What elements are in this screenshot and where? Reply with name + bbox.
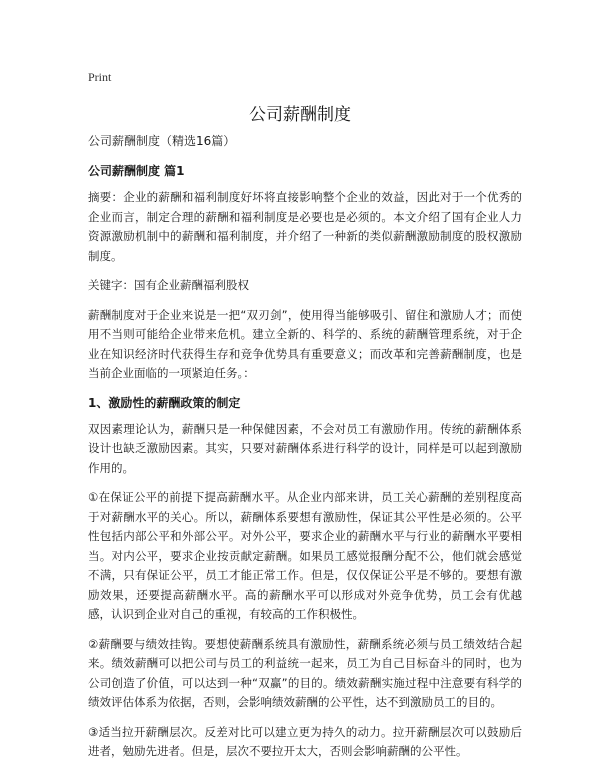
- intro-paragraph: 薪酬制度对于企业来说是一把“双刃剑”，使用得当能够吸引、留住和激励人才；而使用不当则可能给企业带来危机。建立全新的、科学的、系统的薪酬管理系统，对于企业在知识经济时代获得生存和竞争优势具有重要意义；而改革和完善薪酬制度，也是当前企业面临的一项紧迫任务。：: [88, 307, 522, 380]
- keywords-paragraph: 关键字：国有企业薪酬福利股权: [88, 278, 249, 292]
- section-heading: 1、激励性的薪酬政策的制定: [88, 395, 241, 410]
- document-body: [88, 132, 522, 772]
- article-heading: 公司薪酬制度 篇1: [88, 164, 185, 178]
- body-paragraph: ①在保证公平的前提下提高薪酬水平。从企业内部来讲，员工关心薪酬的差别程度高于对薪酬水平的关心。所以，薪酬体系要想有激励性，保证其公平性是必须的。公平性包括内部公平和外部公平。对外公平，要求企业的薪酬水平与行业的薪酬水平要相当。对内公平，要求企业按贡献定薪酬。如果员工感觉报酬分配不公，他们就会感觉不满，只有保证公平，员工才能正常工作。但是，仅仅保证公平是不够的。要想有激励效果，还要提高薪酬水平。高的薪酬水平可以形成对外竞争优势，员工会有优越感，认识到企业对自己的重视，有较高的工作积极性。: [88, 490, 522, 621]
- abstract-paragraph: 摘要：企业的薪酬和福利制度好坏将直接影响整个企业的效益，因此对于一个优秀的企业而言，制定合理的薪酬和福利制度是必要也是必须的。本文介绍了国有企业人力资源激励机制中的薪酬和福利制度，并介绍了一种新的类似薪酬激励制度的股权激励制度。: [88, 190, 522, 263]
- body-paragraph: ②薪酬要与绩效挂钩。要想使薪酬系统具有激励性，薪酬系统必须与员工绩效结合起来。绩效薪酬可以把公司与员工的利益统一起来，员工为自己目标奋斗的同时，也为公司创造了价值，可以达到一种“双赢”的目的。绩效薪酬实施过程中注意要有科学的绩效评估体系为依据，否则，会影响绩效薪酬的公平性，达不到激励员工的目的。: [88, 636, 522, 709]
- body-paragraph: 双因素理论认为，薪酬只是一种保健因素，不会对员工有激励作用。传统的薪酬体系设计也缺乏激励因素。其实，只要对薪酬体系进行科学的设计，同样是可以起到激励作用的。: [88, 421, 522, 475]
- document-subtitle: 公司薪酬制度（精选16篇）: [88, 134, 236, 148]
- body-paragraph: ③适当拉开薪酬层次。反差对比可以建立更为持久的动力。拉开薪酬层次可以鼓励后进者，勉励先进者。但是，层次不要拉开太大，否则会影响薪酬的公平性。: [88, 724, 522, 758]
- page-title: 公司薪酬制度: [249, 105, 351, 125]
- print-label[interactable]: Print: [88, 70, 112, 84]
